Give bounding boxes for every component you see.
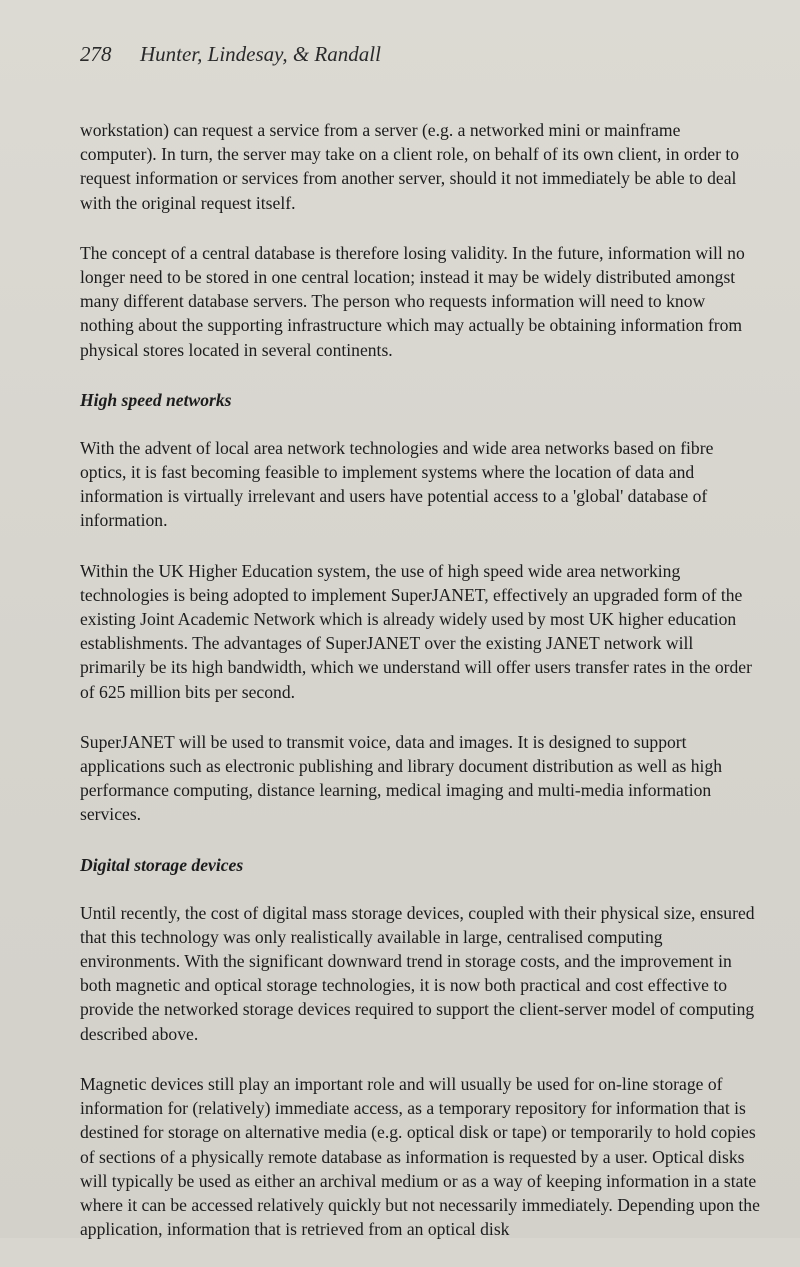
paragraph-central-database: The concept of a central database is therefore losing validity. In the future, information will no longer need to be stored in one central location; instead it may be widely distributed amongst many different database servers. The person who requests information will need to know nothing about the supporting infrastructure which may actually be obtaining information from physical stores located in several continents. xyxy=(80,242,745,360)
running-head xyxy=(80,42,381,67)
running-head-authors: Hunter, Lindesay, & Randall xyxy=(140,42,381,66)
paragraph-magnetic-optical: Magnetic devices still play an important role and will usually be used for on-line storage of information for (relatively) immediate access, as a temporary repository for information that is destined for storage on alternative media (e.g. optical disk or tape) or temporarily to hold copies of sections of a physically remote database as information is requested by a user. Optical disks will typically be used as either an archival medium or as a way of keeping information in a state where it can be accessed relatively quickly but not necessarily immediately. Depending upon the application, information that is retrieved from an optical disk xyxy=(80,1073,760,1240)
paragraph-superjanet-uses: SuperJANET will be used to transmit voice, data and images. It is designed to support applications such as electronic publishing and library document distribution as well as high performance computing, distance learning, medical imaging and multi-media information services. xyxy=(80,731,723,825)
paragraph-superjanet-adoption: Within the UK Higher Education system, the use of high speed wide area networking technologies is being adopted to implement SuperJANET, effectively an upgraded form of the existing Joint Academic Network which is already widely used by most UK higher education establishments. The advantages of SuperJANET over the existing JANET network will primarily be its high bandwidth, which we understand will offer users transfer rates in the order of 625 million bits per second. xyxy=(80,560,752,702)
page-number: 278 xyxy=(80,42,112,66)
section-heading-high-speed-networks: High speed networks xyxy=(80,389,232,410)
section-heading-digital-storage-devices: Digital storage devices xyxy=(80,854,244,875)
page-body xyxy=(80,118,760,1267)
paragraph-storage-costs: Until recently, the cost of digital mass storage devices, coupled with their physical size, ensured that this technology was only realistically available in large, centralised computing environments. With the significant downward trend in storage costs, and the improvement in both magnetic and optical storage technologies, it is now both practical and cost effective to provide the networked storage devices required to support the client-server model of computing described above. xyxy=(80,902,755,1044)
paragraph-client-server: workstation) can request a service from a server (e.g. a networked mini or mainframe computer). In turn, the server may take on a client role, on behalf of its own client, in order to request information or services from another server, should it not immediately be able to deal with the original request itself. xyxy=(80,120,740,213)
paragraph-network-technologies: With the advent of local area network technologies and wide area networks based on fibre optics, it is fast becoming feasible to implement systems where the location of data and information is virtually irrelevant and users have potential access to a 'global' database of information. xyxy=(80,437,714,531)
